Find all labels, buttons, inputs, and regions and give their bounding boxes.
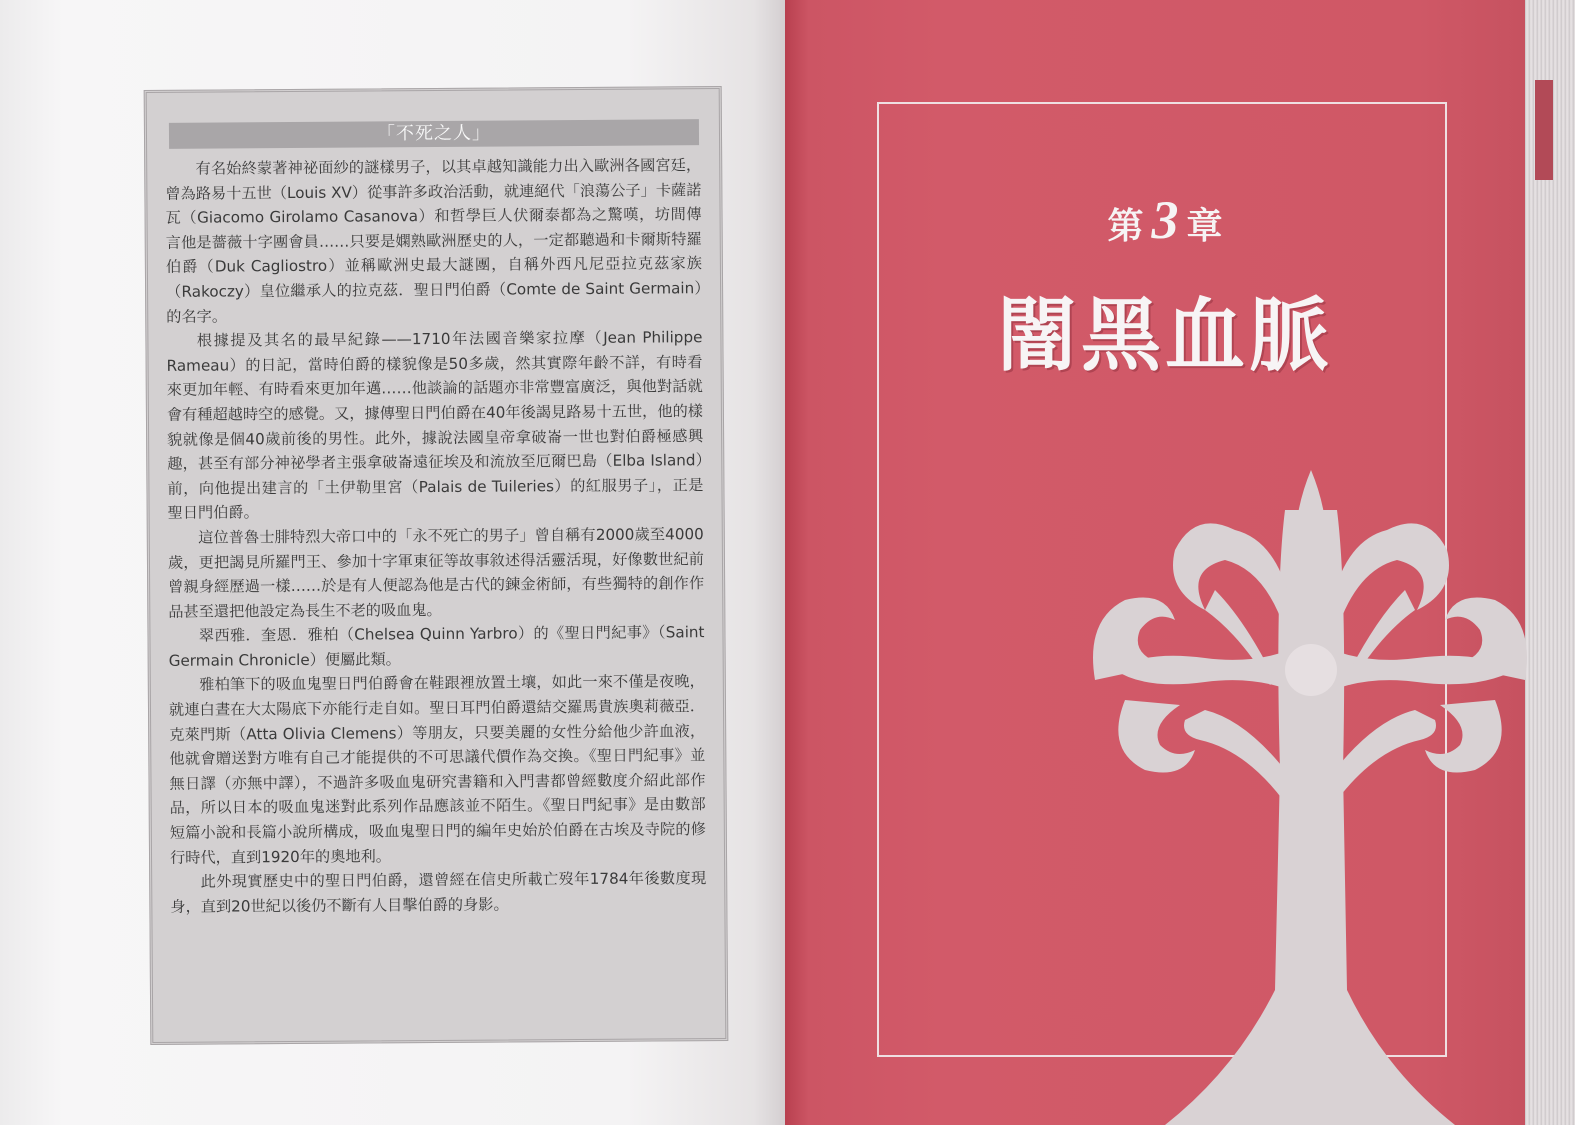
paragraph: 此外現實歷史中的聖日門伯爵，還曾經在信史所載亡歿年1784年後數度現身，直到20世紀以後仍不斷有人目擊伯爵的身影。 [170, 869, 707, 916]
left-page [0, 0, 785, 1125]
paragraph: 雅柏筆下的吸血鬼聖日門伯爵會在鞋跟裡放置土壤，如此一來不僅是夜晚，就連白晝在大太陽底下亦能行走自如。聖日耳門伯爵還結交羅馬貴族奧莉薇亞．克萊門斯（Atta Olivia Clemens）等朋友，只要美麗的女性分給他少許血液，他就會贈送對方唯有自己才能提供的不可思議代價作為交換。《聖日門紀事》並無日譯（亦無中譯），不過許多吸血鬼研究書籍和入門書都曾經數度介紹此部作品，所以日本的吸血鬼迷對此系列作品應該並不陌生。《聖日門紀事》是由數部短篇小說和長篇小說所構成，吸血鬼聖日門的編年史始於伯爵在古埃及寺院的修行時代，直到1920年的奧地利。 [168, 672, 706, 867]
chapter-prefix: 第 [1107, 205, 1144, 247]
sidebar-title: 「不死之人」 [169, 119, 699, 149]
right-page [785, 0, 1575, 1125]
sidebar-body [165, 153, 706, 919]
paragraph: 根據提及其名的最早紀錄——1710年法國音樂家拉摩（Jean Philippe Rameau）的日記，當時伯爵的樣貌像是50多歲，然其實際年齡不詳，有時看來更加年輕、有時看來更加年邁……他談論的話題亦非常豐富廣泛，與他對話就會有種超越時空的感覺。又，據傳聖日門伯爵在40年後謁見路易十五世，他的樣貌就像是個40歲前後的男性。此外，據說法國皇帝拿破崙一世也對伯爵極感興趣，甚至有部分神祕學者主張拿破崙遠征埃及和流放至厄爾巴島（Elba Island）前，向他提出建言的「土伊勒里宮（Palais de Tuileries）的紅服男子」，正是聖日門伯爵。 [166, 328, 704, 523]
fleur-cross-ornament-icon [1085, 470, 1535, 1125]
paragraph: 有名始終蒙著神祕面紗的謎樣男子，以其卓越知識能力出入歐洲各國宮廷，曾為路易十五世（Louis XV）從事許多政治活動，就連絕代「浪蕩公子」卡薩諾瓦（Giacomo Girolamo Casanova）和哲學巨人伏爾泰都為之驚嘆，坊間傳言他是薔薇十字團會員……只要是嫻熟歐洲歷史的人，一定都聽過和卡爾斯特羅伯爵（Duk Cagliostro）並稱歐洲史最大謎團，自稱外西凡尼亞拉克茲家族（Rakoczy）皇位繼承人的拉克茲．聖日門伯爵（Comte de Saint Germain）的名字。 [165, 156, 703, 326]
sidebar-box [144, 86, 729, 1045]
paragraph: 這位普魯士腓特烈大帝口中的「永不死亡的男子」曾自稱有2000歲至4000歲，更把謁見所羅門王、參加十字軍東征等故事敘述得活靈活現，好像數世紀前曾親身經歷過一樣……於是有人便認為他是古代的鍊金術師，有些獨特的創作作品甚至還把他設定為長生不老的吸血鬼。 [167, 525, 705, 621]
paragraph: 翠西雅．奎恩．雅柏（Chelsea Quinn Yarbro）的《聖日門紀事》（Saint Germain Chronicle）便屬此類。 [168, 623, 705, 670]
chapter-suffix: 章 [1186, 205, 1223, 247]
chapter-title: 闇黑血脈 [997, 289, 1333, 382]
page-edge-tab [1535, 80, 1553, 180]
chapter-number: 3 [1151, 190, 1179, 250]
chapter-label [1035, 190, 1295, 256]
